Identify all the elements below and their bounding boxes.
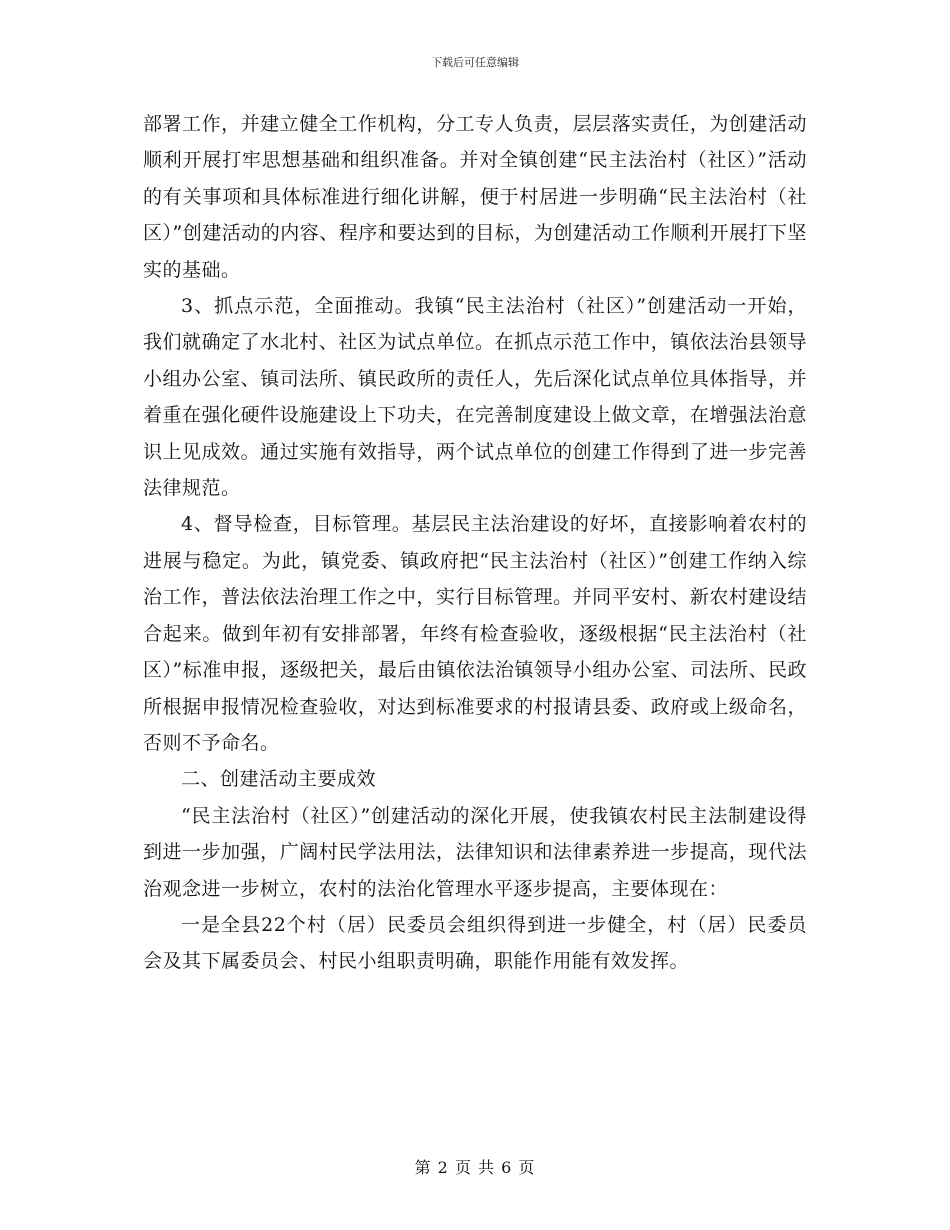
paragraph-point-3: 3、抓点示范，全面推动。我镇“民主法治村（社区）”创建活动一开始，我们就确定了水北村、社区为试点单位。在抓点示范工作中，镇依法治县领导小组办公室、镇司法所、镇民政所的责任人，先后深化试点单位具体指导，并着重在强化硬件设施建设上下功夫，在完善制度建设上做文章，在增强法治意识上见成效。通过实施有效指导，两个试点单位的创建工作得到了进一步完善法律规范。 [143,295,807,500]
document-body [143,106,807,980]
paragraph-results-intro: “民主法治村（社区）”创建活动的深化开展，使我镇农村民主法制建设得到进一步加强，广阔村民学法用法，法律知识和法律素养进一步提高，现代法治观念进一步树立，农村的法治化管理水平逐步提高，主要体现在： [143,804,807,900]
page-number: 第 2 页 共 6 页 [414,1158,536,1177]
paragraph-result-1: 一是全县22个村（居）民委员会组织得到进一步健全，村（居）民委员会及其下属委员会、村民小组职责明确，职能作用能有效发挥。 [143,913,807,973]
section-heading: 二、创建活动主要成效 [181,768,377,791]
page-header-note: 下载后可任意编辑 [431,56,519,69]
paragraph-continuation: 部署工作，并建立健全工作机构，分工专人负责，层层落实责任，为创建活动顺利开展打牢思想基础和组织准备。并对全镇创建“民主法治村（社区）”活动的有关事项和具体标准进行细化讲解，便于村居进一步明确“民主法治村（社区）”创建活动的内容、程序和要达到的目标，为创建活动工作顺利开展打下坚实的基础。 [143,113,807,281]
paragraph-point-4: 4、督导检查，目标管理。基层民主法治建设的好坏，直接影响着农村的进展与稳定。为此，镇党委、镇政府把“民主法治村（社区）”创建工作纳入综治工作，普法依法治理工作之中，实行目标管理。并同平安村、新农村建设结合起来。做到年初有安排部署，年终有检查验收，逐级根据“民主法治村（社区）”标准申报，逐级把关，最后由镇依法治镇领导小组办公室、司法所、民政所根据申报情况检查验收，对达到标准要求的村报请县委、政府或上级命名，否则不予命名。 [143,513,807,754]
